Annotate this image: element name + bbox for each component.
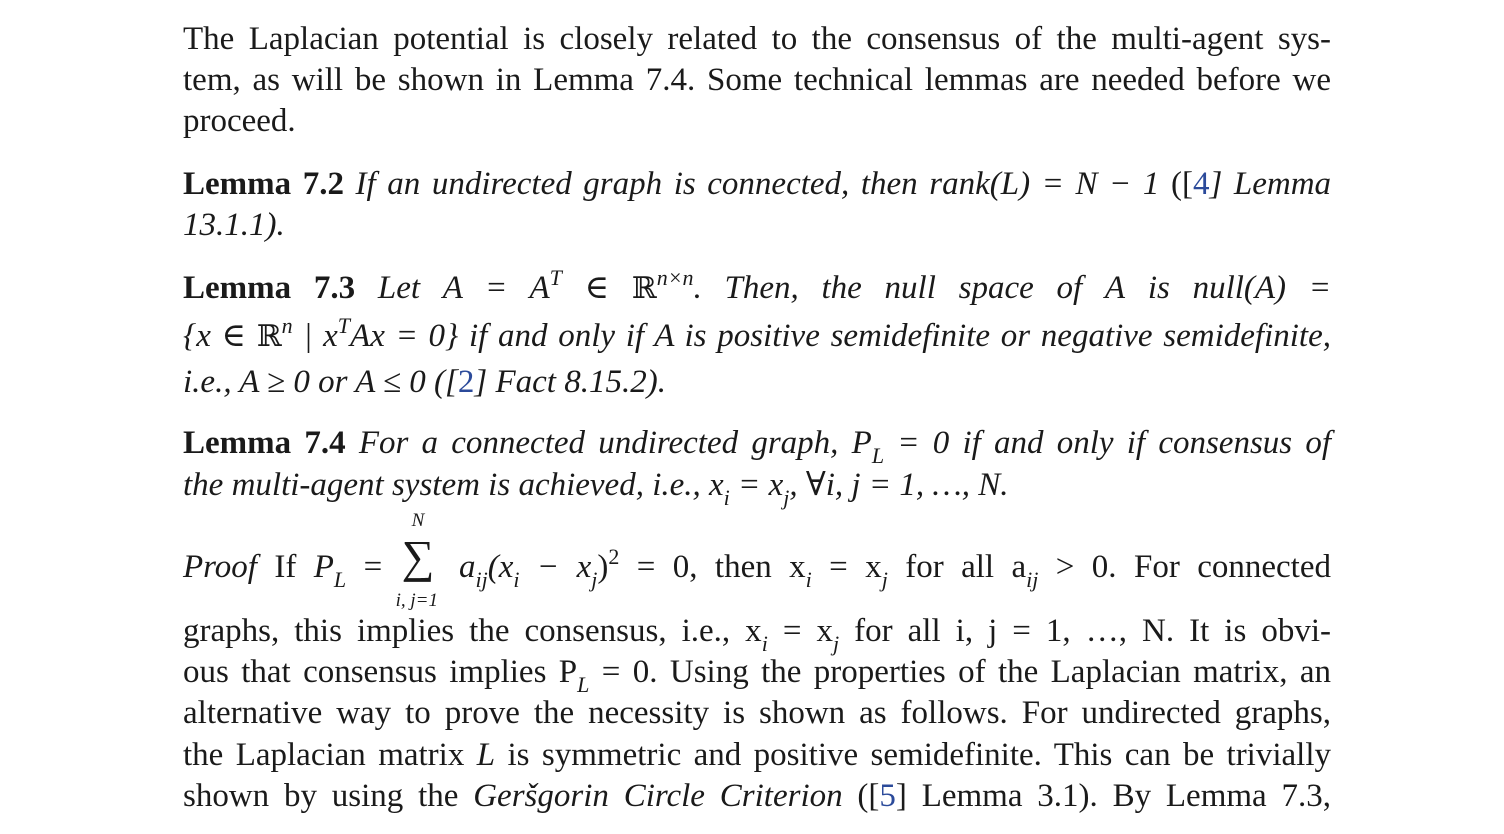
proof-line-3: ous that consensus implies $P_L = 0$. Using the properties of the Laplacian matrix, an (183, 654, 1331, 697)
proof-line-6: shown by using the Geršgorin Circle Criterion ([5] Lemma 3.1). By Lemma 7.3, (183, 778, 1331, 814)
citation-link-2[interactable]: 2 (457, 364, 475, 400)
lemma-7-4-line-1: Lemma 7.4 For a connected undirected graph, $P_L = 0$ if and only if consensus of (183, 425, 1332, 468)
sum-upper-limit: N (411, 510, 425, 531)
citation-link-4[interactable]: 4 (1192, 166, 1210, 202)
lemma-7-3-line-3: i.e., A ≥ 0 or A ≤ 0 ([2] Fact 8.15.2). (183, 364, 666, 400)
sigma-symbol: ∑ (401, 531, 435, 582)
gersgorin-criterion: Geršgorin Circle Criterion (473, 778, 843, 814)
intro-line-1: The Laplacian potential is closely related to the consensus of the multi-agent sys- (183, 21, 1331, 57)
lemma-7-3-line-1: Lemma 7.3 Let $A = A^T$ ∈ ℝ$^{n\times n}$. Then, the null space of A is null(A) = (183, 265, 1332, 306)
lemma-7-3-label: Lemma 7.3 (183, 270, 356, 306)
rank-formula: rank(L) = N − 1 (929, 166, 1160, 202)
lemma-7-4-line-2: the multi-agent system is achieved, i.e., $x_i = x_j$, ∀i, j = 1, …, N. (183, 467, 1009, 510)
citation-link-5[interactable]: 5 (879, 778, 896, 814)
lemma-7-2-line-2: 13.1.1). (183, 207, 285, 243)
lemma-7-2-label: Lemma 7.2 (183, 166, 344, 202)
proof-line-4: alternative way to prove the necessity is shown as follows. For undirected graphs, (183, 695, 1331, 731)
proof-label: Proof (183, 549, 257, 585)
intro-line-3: proceed. (183, 103, 296, 139)
proof-line-5: the Laplacian matrix L is symmetric and positive semidefinite. This can be trivially (183, 737, 1332, 773)
proof-line-1: Proof If $P_L$ = ∑ N i, j=1 $a_{ij}(x_i - x_j)^2 = 0$, then $x_i = x_j$ for all $a_{ij} > 0$. For connected (183, 537, 1331, 590)
lemma-7-3-line-2: {x ∈ ℝ$^n$ | $x^TAx = 0$} if and only if A is positive semidefinite or negative semidefinite, (183, 313, 1331, 354)
lemma-7-4-label: Lemma 7.4 (183, 425, 346, 461)
proof-line-2: graphs, this implies the consensus, i.e., $x_i = x_j$ for all i, j = 1, …, N. It is obvi- (183, 613, 1331, 656)
intro-line-2: tem, as will be shown in Lemma 7.4. Some technical lemmas are needed before we (183, 62, 1331, 98)
summation (395, 510, 442, 611)
sum-lower-limit: i, j=1 (395, 590, 438, 611)
lemma-7-2-line-1: Lemma 7.2 If an undirected graph is connected, then rank(L) = N − 1 ([4] Lemma (183, 166, 1332, 202)
